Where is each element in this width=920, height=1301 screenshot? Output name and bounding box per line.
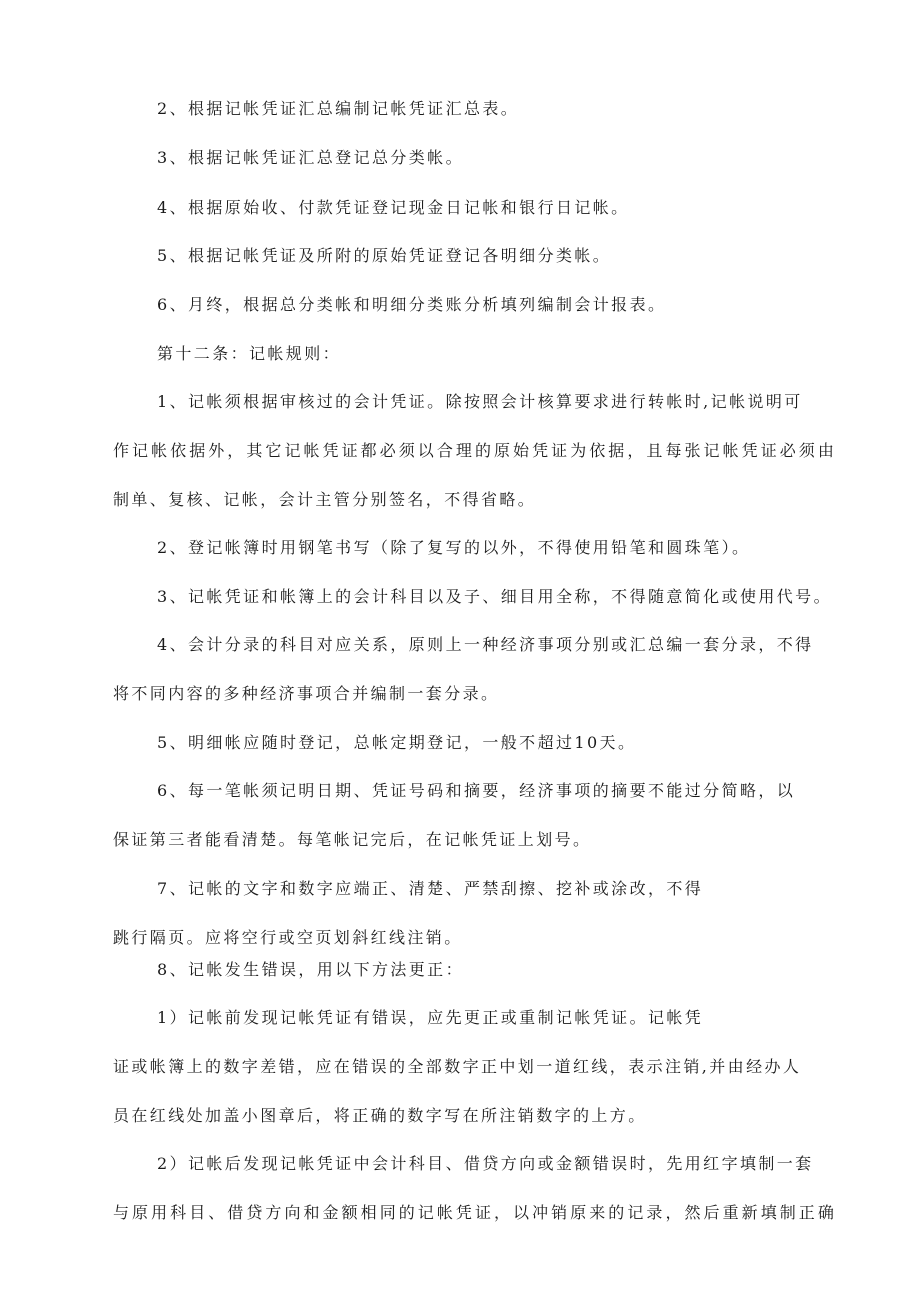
paragraph-line: 员在红线处加盖小图章后，将正确的数字写在所注销数字的上方。 [113, 1106, 647, 1125]
paragraph-line: 6、每一笔帐须记明日期、凭证号码和摘要，经济事项的摘要不能过分简略，以 [157, 781, 796, 800]
paragraph-line: 证或帐簿上的数字差错，应在错误的全部数字正中划一道红线，表示注销,并由经办人 [113, 1057, 802, 1076]
paragraph-line: 1）记帐前发现记帐凭证有错误，应先更正或重制记帐凭证。记帐凭 [157, 1008, 704, 1027]
paragraph-line: 作记帐依据外，其它记帐凭证都必须以合理的原始凭证为依据，且每张记帐凭证必须由 [113, 441, 837, 460]
paragraph-line: 4、根据原始收、付款凭证登记现金日记帐和银行日记帐。 [157, 198, 630, 217]
paragraph-line: 跳行隔页。应将空行或空页划斜红线注销。 [113, 928, 463, 947]
paragraph-line: 5、根据记帐凭证及所附的原始凭证登记各明细分类帐。 [157, 246, 612, 265]
paragraph-line: 5、明细帐应随时登记，总帐定期登记，一般不超过10天。 [157, 733, 637, 752]
paragraph-line: 保证第三者能看清楚。每笔帐记完后，在记帐凭证上划号。 [113, 830, 592, 849]
paragraph-line: 6、月终，根据总分类帐和明细分类账分析填列编制会计报表。 [157, 295, 667, 314]
paragraph-line: 2、根据记帐凭证汇总编制记帐凭证汇总表。 [157, 99, 520, 118]
section-heading: 第十二条：记帐规则： [157, 344, 342, 363]
paragraph-line: 将不同内容的多种经济事项合并编制一套分录。 [113, 684, 500, 703]
paragraph-line: 7、记帐的文字和数字应端正、清楚、严禁刮擦、挖补或涂改，不得 [157, 879, 704, 898]
paragraph-line: 3、根据记帐凭证汇总登记总分类帐。 [157, 148, 464, 167]
paragraph-line: 与原用科目、借贷方向和金额相同的记帐凭证，以冲销原来的记录，然后重新填制正确 [113, 1203, 837, 1222]
paragraph-line: 制单、复核、记帐，会计主管分别签名，不得省略。 [113, 490, 537, 509]
paragraph-line: 1、记帐须根据审核过的会计凭证。除按照会计核算要求进行转帐时,记帐说明可 [157, 392, 803, 411]
paragraph-line: 2）记帐后发现记帐凭证中会计科目、借贷方向或金额错误时，先用红字填制一套 [157, 1154, 814, 1173]
paragraph-line: 4、会计分录的科目对应关系，原则上一种经济事项分别或汇总编一套分录，不得 [157, 635, 814, 654]
paragraph-line: 2、登记帐簿时用钢笔书写（除了复写的以外，不得使用铅笔和圆珠笔）。 [157, 538, 751, 557]
paragraph-line: 3、记帐凭证和帐簿上的会计科目以及子、细目用全称，不得随意简化或使用代号。 [157, 587, 832, 606]
paragraph-line: 8、记帐发生错误，用以下方法更正： [157, 960, 464, 979]
